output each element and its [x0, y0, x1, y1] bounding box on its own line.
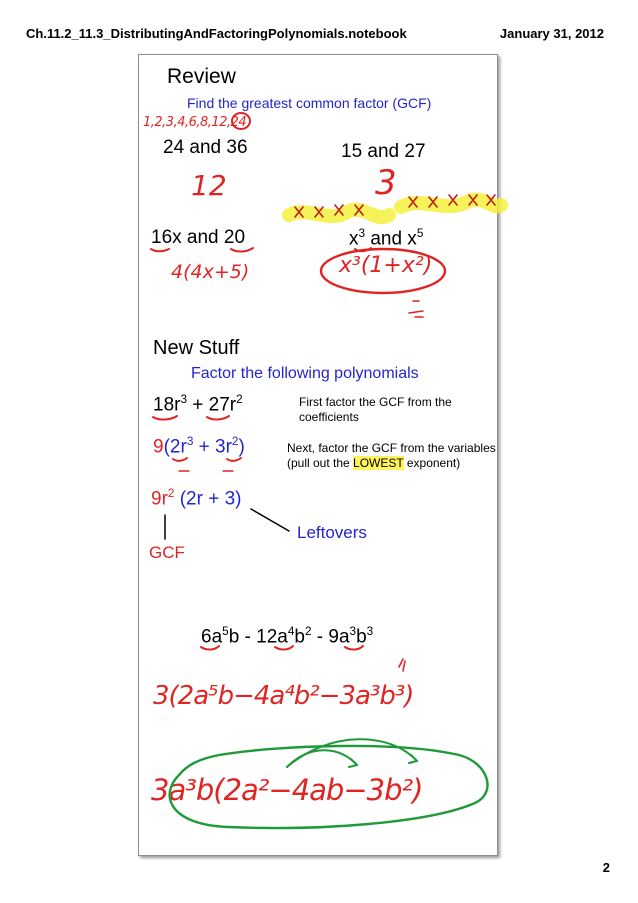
ink-underline-18: [153, 416, 177, 420]
ink-underline-r2: [227, 458, 241, 461]
page-number: 2: [602, 860, 610, 875]
polynomial-18r3-27r2: $18r^3 + 27r^2$: [153, 393, 243, 416]
problem-6a5b-12a4b2-9a3b3: $6a^5b - 12a^4b^2 - 9a^3b^3$: [201, 625, 374, 648]
review-pair-16x-20: 16x and 20: [151, 227, 246, 248]
handwritten-answer-3: 3: [375, 163, 397, 203]
ink-underline-r3: [173, 458, 187, 461]
ink-underline-6: [201, 646, 219, 650]
notebook-file-title: Ch.11.2_11.3_DistributingAndFactoringPolynomials.notebook: [26, 26, 407, 41]
ink-underline-20: [231, 248, 253, 252]
handwritten-answer-3-paren: 3(2a⁵b−4a⁴b²−3a³b³): [153, 681, 414, 711]
review-pair-x3-x5: $x^3$ and $x^5$: [349, 227, 424, 250]
ink-fraction-note: [409, 301, 423, 317]
new-stuff-heading: New Stuff: [153, 337, 240, 359]
ink-tick-marks: [399, 659, 405, 671]
notebook-page: [138, 54, 498, 856]
ink-arrow-2: [287, 739, 417, 767]
review-heading: Review: [167, 65, 236, 88]
step2-note: Next, factor the GCF from the variables (pull out the LOWEST exponent): [287, 441, 496, 470]
review-instruction: Find the greatest common factor (GCF): [187, 95, 432, 111]
ink-underline-9: [345, 646, 363, 650]
handwritten-answer-3a3b-paren: 3a³b(2a²−4ab−3b²): [151, 773, 423, 807]
handwritten-factor-list: 1,2,3,4,6,8,12,24: [143, 115, 247, 130]
ink-arrow-2-head: [409, 755, 417, 763]
ink-annotations: [139, 55, 497, 855]
new-stuff-instruction: Factor the following polynomials: [191, 365, 419, 382]
leftovers-label: Leftovers: [297, 523, 367, 542]
handwritten-answer-12: 12: [191, 169, 227, 202]
step3-expression: $9r^2$ (2r + 3): [151, 487, 242, 510]
ink-underline-12: [275, 646, 293, 650]
ink-green-oval: [170, 746, 488, 828]
ink-circle-x3-answer: [321, 249, 445, 293]
handwritten-answer-x3-1-x2: x³(1+x²): [339, 253, 433, 278]
ink-circle-12: [232, 113, 250, 129]
lowest-highlight: LOWEST: [353, 456, 404, 470]
review-pair-24-36: 24 and 36: [163, 137, 248, 158]
review-pair-15-27: 15 and 27: [341, 141, 426, 162]
step2-expression: $9(2r^3 + 3r^2)$: [153, 435, 245, 458]
handwritten-answer-4-4x-5: 4(4x+5): [171, 261, 250, 283]
ink-arrow-1-head: [349, 759, 357, 767]
ink-underline-27: [207, 416, 229, 420]
notebook-date: January 31, 2012: [499, 26, 604, 41]
step1-note: First factor the GCF from the coefficients: [299, 395, 452, 424]
leftovers-pointer: [251, 509, 289, 531]
gcf-label: GCF: [149, 543, 185, 562]
ink-underline-16: [151, 249, 169, 251]
